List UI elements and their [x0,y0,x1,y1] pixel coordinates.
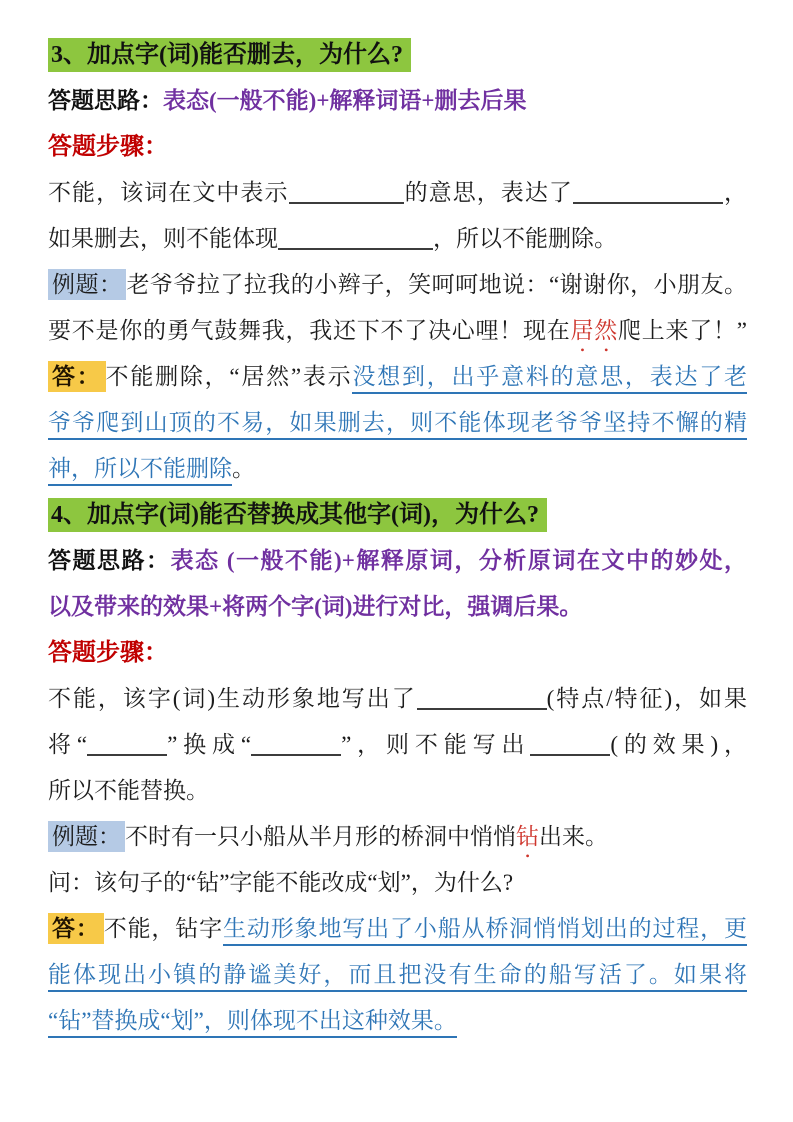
section-3-step-line-2 [48,216,747,262]
section-4-steps-label [48,630,747,676]
text-span: (的效果)， [610,732,747,757]
section-4-idea-line-2 [48,584,747,630]
idea-label: 答题思路： [48,548,171,573]
text-span: 老爷爷拉了拉我的小辫子，笑呵呵地说：“谢谢你，小朋友。 [126,272,748,297]
section-4-example-line-1 [48,814,747,860]
blank-line [417,685,547,710]
answer-text: “钻”替换成“划”，则体现不出这种效果。 [48,1008,457,1038]
blank-line [289,179,404,204]
text-span: ， [722,180,748,205]
steps-label: 答题步骤： [48,134,168,160]
section-3-example-line-2 [48,308,747,354]
idea-text: 表态 (一般不能)+解释原词，分析原词在文中的妙处， [170,548,747,573]
text-span: 不能，钻字 [103,916,224,941]
blank-line [278,225,433,250]
text-span: 要不是你的勇气鼓舞我，我还下不了决心哩！现在 [48,318,571,343]
section-4-step-line-3 [48,768,747,814]
answer-text: 生动形象地写出了小船从桥洞悄悄划出的过程，更 [223,916,747,946]
answer-text: 神，所以不能删除 [48,456,232,486]
text-span: 不能，该词在文中表示 [48,180,289,205]
section-4-answer-line-1 [48,906,747,952]
text-span: 不能，该字(词)生动形象地写出了 [48,686,417,711]
text-span: 所以不能替换。 [48,778,209,803]
example-label: 例题： [48,269,126,300]
section-4-heading-text: 4、加点字(词)能否替换成其他字(词)，为什么? [48,498,547,532]
blank-line [87,731,167,756]
section-3-example-line-1 [48,262,747,308]
text-span: 出来。 [539,824,608,849]
answer-label: 答： [48,913,104,944]
emphasized-word: 居然 [570,318,619,343]
blank-line [251,731,341,756]
blank-line [530,731,610,756]
example-label: 例题： [48,821,125,852]
blank-line [573,179,723,204]
steps-label: 答题步骤： [48,640,168,666]
text-span: 如果删去，则不能体现 [48,226,278,251]
idea-label: 答题思路： [48,88,163,113]
text-span: 问：该句子的“钻”字能不能改成“划”，为什么? [48,870,514,895]
section-4-step-line-1 [48,676,747,722]
emphasized-word: 钻 [516,824,539,849]
text-span: 将“ [48,732,88,757]
section-4-idea-line-1 [48,538,747,584]
section-3-heading-text: 3、加点字(词)能否删去，为什么? [48,38,411,72]
section-3-steps-label [48,124,747,170]
idea-text: 表态(一般不能)+解释词语+删去后果 [163,88,527,113]
document-content [48,32,747,1044]
section-3-idea [48,78,747,124]
section-4-answer-line-3 [48,998,747,1044]
text-span: ，所以不能删除。 [433,226,617,251]
answer-label: 答： [48,361,106,392]
text-span: (特点/特征)，如果 [546,686,747,711]
text-span: 爬上来了！” [618,318,748,343]
text-span: 不能删除，“居然”表示 [105,364,353,389]
section-4-heading [48,492,747,538]
idea-text: 以及带来的效果+将两个字(词)进行对比，强调后果。 [48,594,583,619]
answer-text: 没想到，出乎意料的意思，表达了老 [352,364,747,394]
answer-text: 能体现出小镇的静谧美好，而且把没有生命的船写活了。如果将 [48,962,747,992]
section-3-answer-line-3 [48,446,747,492]
section-4-answer-line-2 [48,952,747,998]
answer-text: 爷爷爬到山顶的不易，如果删去，则不能体现老爷爷坚持不懈的精 [48,410,747,440]
text-span: 不时有一只小船从半月形的桥洞中悄悄 [125,824,516,849]
text-span: 的意思，表达了 [403,180,573,205]
section-4-question-line [48,860,747,906]
text-span: ”换成“ [167,732,252,757]
section-3-heading [48,32,747,78]
text-span: ”，则不能写出 [341,732,531,757]
section-3-answer-line-1 [48,354,747,400]
text-span: 。 [232,456,255,481]
section-3-step-line-1 [48,170,747,216]
section-4-step-line-2 [48,722,747,768]
section-3-answer-line-2 [48,400,747,446]
